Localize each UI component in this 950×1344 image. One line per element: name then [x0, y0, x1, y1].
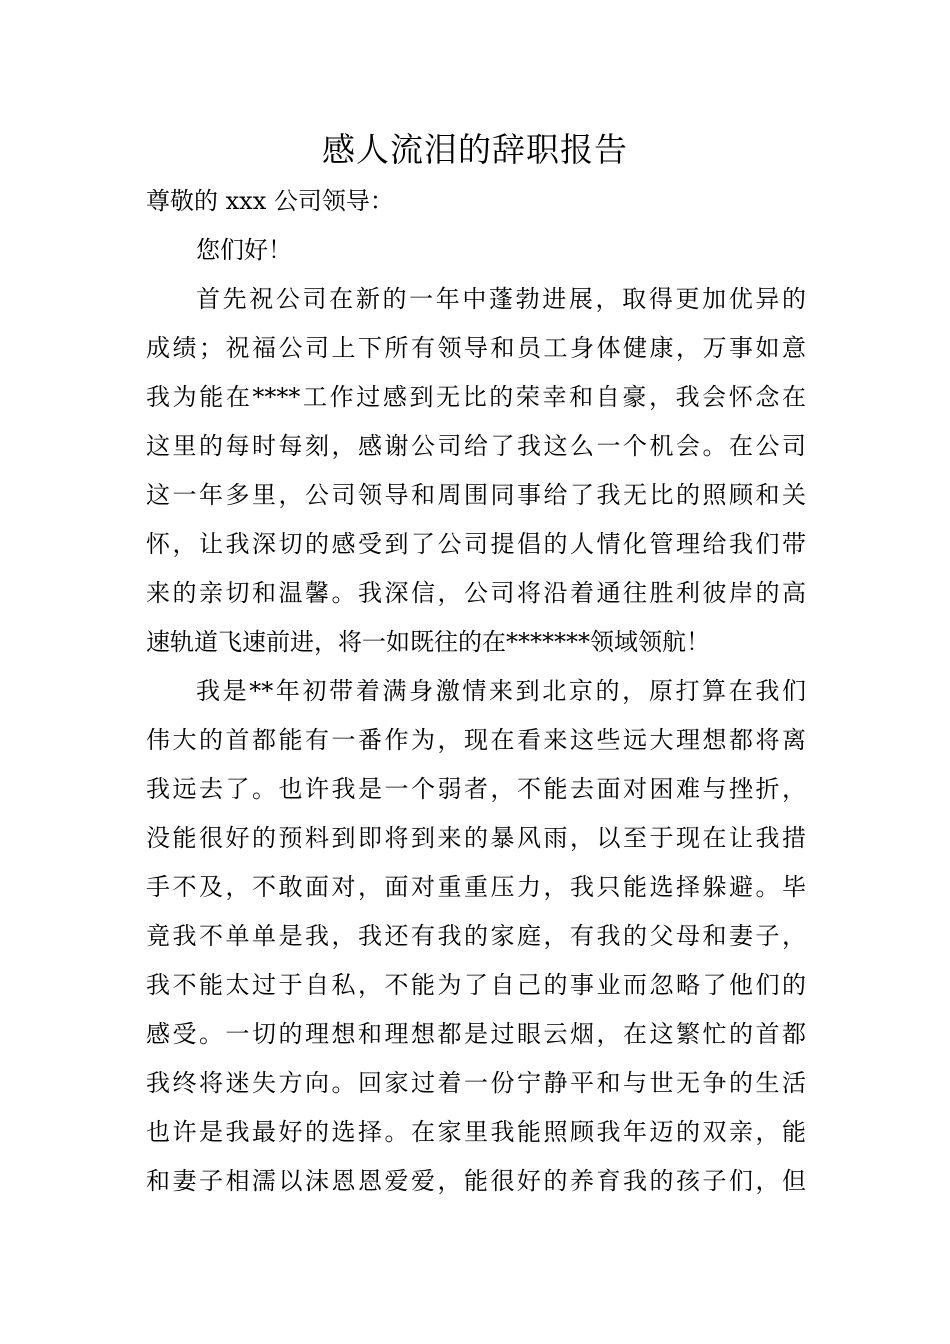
paragraph-1-line-6: 怀，让我深切的感受到了公司提倡的人情化管理给我们带: [146, 530, 806, 558]
paragraph-2-line-1: 我是**年初带着满身激情来到北京的，原打算在我们: [196, 677, 806, 705]
paragraph-1-line-5: 这一年多里，公司领导和周围同事给了我无比的照顾和关: [146, 481, 806, 509]
paragraph-2-line-9: 我终将迷失方向。回家过着一份宁静平和与世无争的生活: [146, 1069, 806, 1097]
paragraph-2-line-4: 没能很好的预料到即将到来的暴风雨，以至于现在让我措: [146, 824, 806, 852]
paragraph-2-line-6: 竟我不单单是我，我还有我的家庭，有我的父母和妻子，: [146, 922, 806, 950]
greeting: 您们好！: [196, 236, 292, 264]
paragraph-1-line-7: 来的亲切和温馨。我深信，公司将沿着通往胜利彼岸的高: [146, 579, 806, 607]
paragraph-2-line-3: 我远去了。也许我是一个弱者，不能去面对困难与挫折，: [146, 775, 806, 803]
paragraph-1-line-1: 首先祝公司在新的一年中蓬勃进展，取得更加优异的: [196, 285, 806, 313]
paragraph-2-line-7: 我不能太过于自私，不能为了自己的事业而忽略了他们的: [146, 971, 806, 999]
paragraph-2-line-2: 伟大的首都能有一番作为，现在看来这些远大理想都将离: [146, 726, 806, 754]
document-title: 感人流泪的辞职报告: [322, 130, 628, 169]
paragraph-1-line-2: 成绩；祝福公司上下所有领导和员工身体健康，万事如意: [146, 334, 806, 362]
paragraph-2-line-10: 也许是我最好的选择。在家里我能照顾我年迈的双亲，能: [146, 1118, 806, 1146]
paragraph-1-line-3: 我为能在****工作过感到无比的荣幸和自豪，我会怀念在: [146, 383, 806, 411]
salutation: 尊敬的 xxx 公司领导：: [146, 187, 394, 215]
paragraph-1-line-8: 速轨道飞速前进，将一如既往的在*******领域领航！: [146, 628, 710, 656]
paragraph-2-line-11: 和妻子相濡以沫恩恩爱爱，能很好的养育我的孩子们，但: [146, 1167, 806, 1195]
paragraph-2-line-8: 感受。一切的理想和理想都是过眼云烟，在这繁忙的首都: [146, 1020, 806, 1048]
paragraph-1-line-4: 这里的每时每刻，感谢公司给了我这么一个机会。在公司: [146, 432, 806, 460]
paragraph-2-line-5: 手不及，不敢面对，面对重重压力，我只能选择躲避。毕: [146, 873, 806, 901]
